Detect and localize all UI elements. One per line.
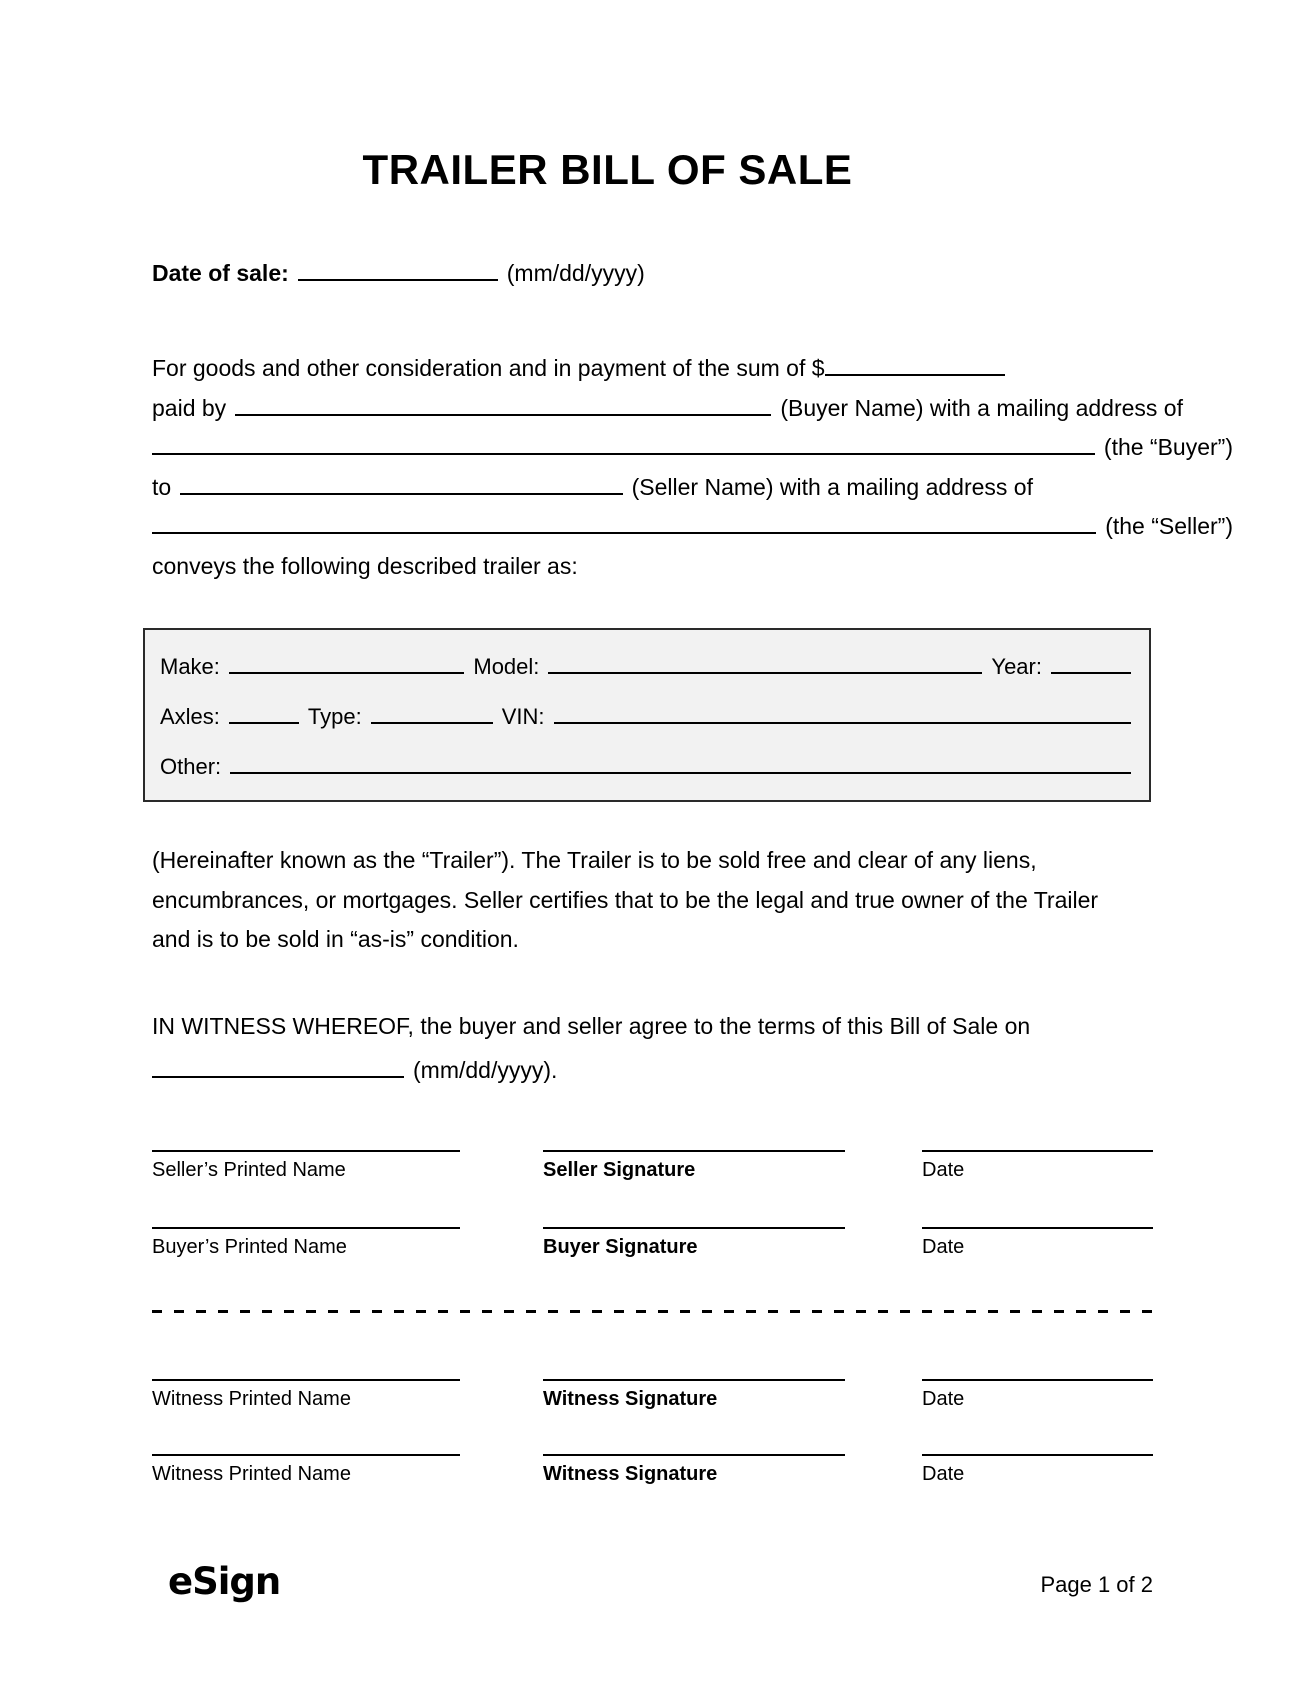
hereinafter-paragraph xyxy=(152,841,1098,960)
date-of-sale-label: Date of sale: xyxy=(152,260,289,286)
page-indicator: Page 1 of 2 xyxy=(1040,1572,1153,1597)
other-label: Other: xyxy=(160,754,222,779)
seller-name-suffix: (Seller Name) with a mailing address of xyxy=(631,473,1033,500)
witness2-signature-row xyxy=(152,1454,1153,1486)
vin-blank[interactable] xyxy=(554,706,1131,724)
trailer-box-row-2 xyxy=(160,692,1131,742)
make-label: Make: xyxy=(160,654,220,679)
buyer-printed-name-label: Buyer’s Printed Name xyxy=(152,1236,347,1258)
witness2-date-label: Date xyxy=(922,1463,965,1485)
buyer-date-line[interactable] xyxy=(922,1227,1153,1259)
buyer-date-label: Date xyxy=(922,1236,965,1258)
buyer-printed-name-line[interactable] xyxy=(152,1227,460,1259)
date-format-hint: (mm/dd/yyyy) xyxy=(506,260,645,286)
agreement-date-blank[interactable] xyxy=(152,1060,404,1078)
trailer-box-row-1 xyxy=(160,642,1131,692)
intro-line-4 xyxy=(152,468,1033,508)
year-blank[interactable] xyxy=(1051,656,1131,674)
sum-text: For goods and other consideration and in payment of the sum of $ xyxy=(152,355,825,381)
other-blank[interactable] xyxy=(230,756,1131,774)
witness-clause-text: IN WITNESS WHEREOF, the buyer and seller agree to the terms of this Bill of Sale on xyxy=(152,1013,1031,1039)
conveys-text: conveys the following described trailer as: xyxy=(152,552,578,579)
hereinafter-line-1: (Hereinafter known as the “Trailer”). The Trailer is to be sold free and clear of any liens, xyxy=(152,847,1037,873)
seller-date-label: Date xyxy=(922,1159,965,1181)
buyer-name-blank[interactable] xyxy=(235,398,771,416)
to-text: to xyxy=(152,473,172,500)
sum-amount-blank[interactable] xyxy=(825,358,1005,376)
model-blank[interactable] xyxy=(548,656,982,674)
buyer-signature-row xyxy=(152,1227,1153,1259)
witness2-signature-label: Witness Signature xyxy=(543,1463,718,1485)
intro-line-5 xyxy=(152,507,1233,547)
model-label: Model: xyxy=(473,654,540,679)
witness1-date-line[interactable] xyxy=(922,1379,1153,1411)
witness1-signature-label: Witness Signature xyxy=(543,1388,718,1410)
intro-line-1 xyxy=(152,349,1005,389)
witness-clause-line-1 xyxy=(152,1004,1030,1048)
witness1-date-label: Date xyxy=(922,1388,965,1410)
seller-address-blank[interactable] xyxy=(152,516,1096,534)
seller-date-line[interactable] xyxy=(922,1150,1153,1182)
intro-line-3 xyxy=(152,428,1233,468)
axles-blank[interactable] xyxy=(229,706,299,724)
dashed-separator-line xyxy=(152,1310,1153,1313)
trailer-details-box xyxy=(143,628,1151,802)
seller-name-blank[interactable] xyxy=(180,477,622,495)
witness-clause-line-2 xyxy=(152,1048,1030,1092)
hereinafter-line-3: and is to be sold in “as-is” condition. xyxy=(152,926,519,953)
type-label: Type: xyxy=(307,704,362,729)
year-label: Year: xyxy=(991,654,1042,679)
witness1-printed-name-label: Witness Printed Name xyxy=(152,1388,351,1410)
seller-signature-line[interactable] xyxy=(543,1150,845,1182)
date-of-sale-row xyxy=(152,260,1052,287)
seller-printed-name-line[interactable] xyxy=(152,1150,460,1182)
make-blank[interactable] xyxy=(229,656,464,674)
buyer-name-suffix: (Buyer Name) with a mailing address of xyxy=(780,394,1183,421)
witness1-signature-line[interactable] xyxy=(543,1379,845,1411)
trailer-box-row-3 xyxy=(160,742,1131,792)
page-title: TRAILER BILL OF SALE xyxy=(362,146,853,193)
witness1-printed-name-line[interactable] xyxy=(152,1379,460,1411)
intro-line-6 xyxy=(152,547,1233,587)
witness-clause xyxy=(152,1004,1030,1092)
witness2-printed-name-label: Witness Printed Name xyxy=(152,1463,351,1485)
witness2-signature-line[interactable] xyxy=(543,1454,845,1486)
seller-printed-name-label: Seller’s Printed Name xyxy=(152,1159,346,1181)
buyer-signature-line[interactable] xyxy=(543,1227,845,1259)
witness2-printed-name-line[interactable] xyxy=(152,1454,460,1486)
witness1-signature-row xyxy=(152,1379,1153,1411)
intro-paragraph xyxy=(152,349,1233,587)
axles-label: Axles: xyxy=(160,704,220,729)
type-blank[interactable] xyxy=(371,706,493,724)
seller-signature-label: Seller Signature xyxy=(543,1159,696,1181)
vin-label: VIN: xyxy=(501,704,545,729)
witness2-date-line[interactable] xyxy=(922,1454,1153,1486)
buyer-address-blank[interactable] xyxy=(152,437,1095,455)
esign-logo: eSign xyxy=(168,1560,281,1603)
seller-signature-row xyxy=(152,1150,1153,1182)
paid-by-text: paid by xyxy=(152,394,227,421)
date-of-sale-blank[interactable] xyxy=(298,263,498,281)
buyer-signature-label: Buyer Signature xyxy=(543,1236,698,1258)
intro-line-2 xyxy=(152,389,1183,429)
the-seller-text: (the “Seller”) xyxy=(1105,513,1233,540)
hereinafter-line-2: encumbrances, or mortgages. Seller certifies that to be the legal and true owner of the Trailer xyxy=(152,886,1099,913)
agreement-date-hint: (mm/dd/yyyy). xyxy=(413,1057,558,1083)
the-buyer-text: (the “Buyer”) xyxy=(1103,434,1233,461)
